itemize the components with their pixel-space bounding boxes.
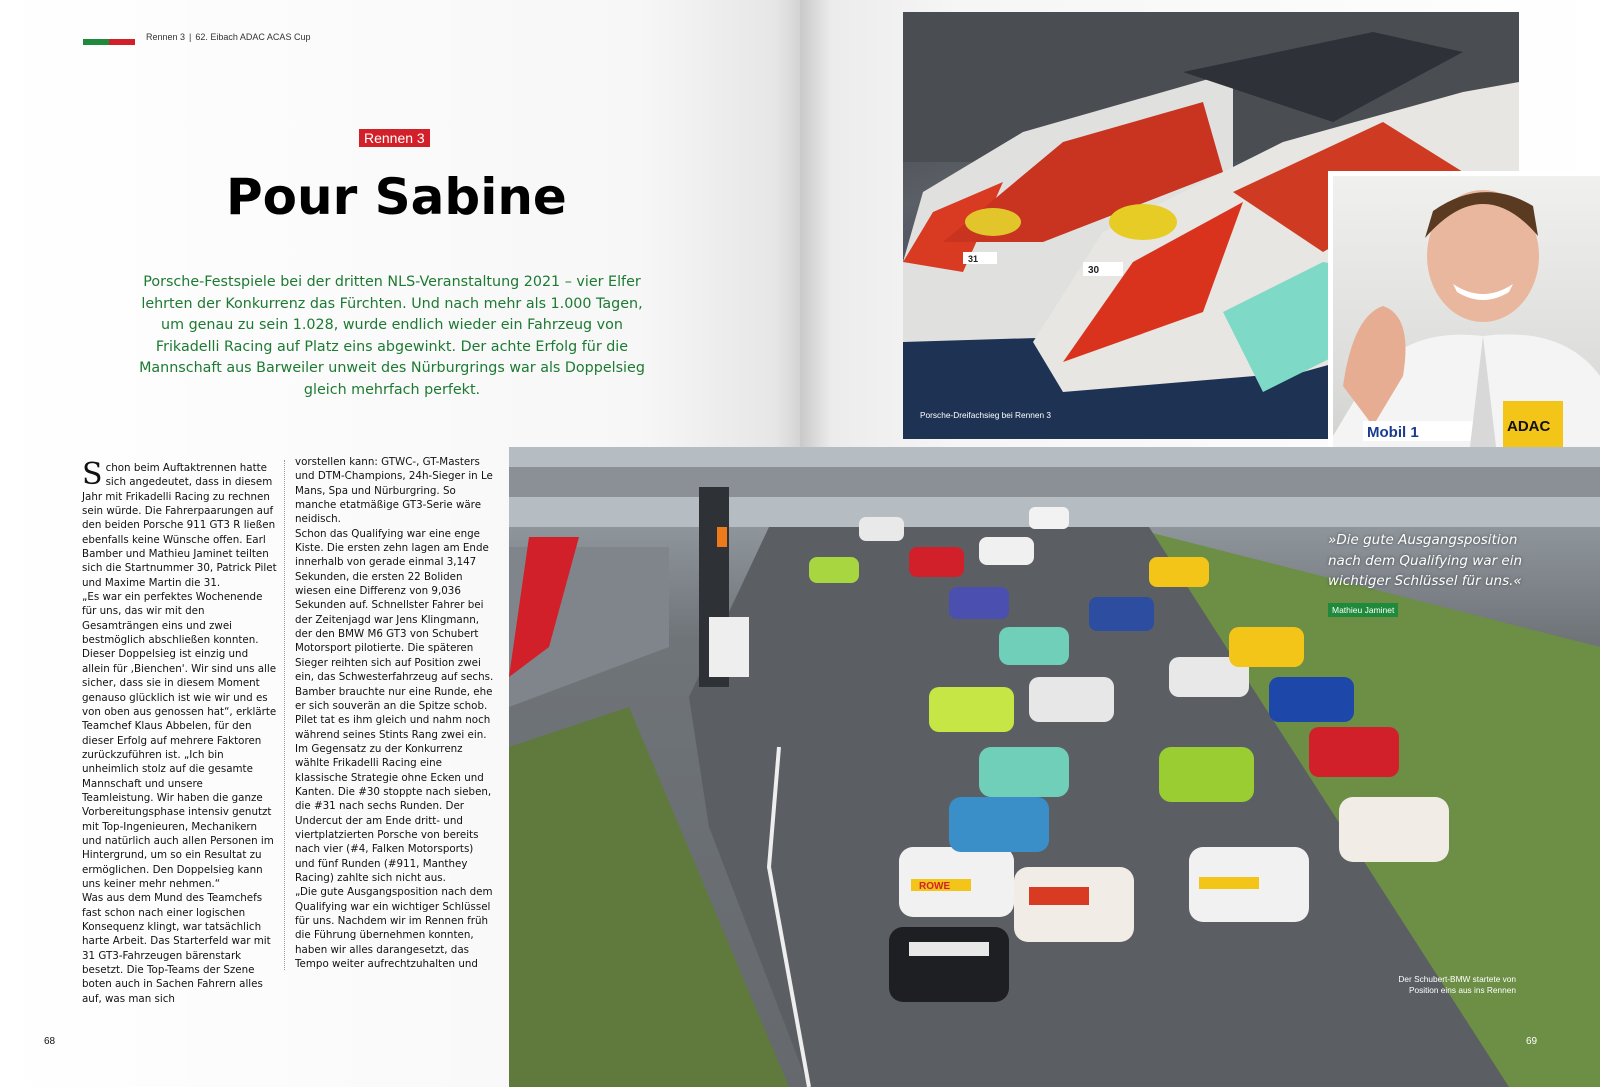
running-head-series: 62. Eibach ADAC ACAS Cup — [195, 32, 311, 42]
drop-cap: S — [82, 457, 103, 492]
pull-quote: »Die gute Ausgangsposition nach dem Qualifying war ein wichtiger Schlüssel für uns.« — [1328, 532, 1523, 589]
running-head-section: Rennen 3 — [146, 32, 186, 42]
car-number-30: 30 — [1088, 265, 1100, 276]
running-head: Rennen 3 | 62. Eibach ADAC ACAS Cup — [146, 32, 311, 42]
body-column-2: vorstellen kann: GTWC-, GT-Masters und DTM-Champions, 24h-Sieger in Le Mans, Spa und Nürburgring. So manche etatmäßige GT3-Serie wäre neidisch. Schon das Qualifying war eine enge Kiste. Die ersten zehn lagen am Ende innerhalb von gerade einmal 3,147 Sekunden, die ersten 22 Boliden wiesen eine Differenz von 9,036 Sekunden auf. Schnellster Fahrer bei der Zeitenjagd war Jens Klingmann, der den BMW M6 GT3 von Schubert Motorsport pilotierte. Die späteren Sieger reihten sich auf Position zwei ein, das Schwesterfahrzeug auf sechs. Bamber brauchte nur eine Runde, ehe er sich souverän an die Spitze schob. Pilet tat es ihm gleich und nahm noch während seines Stints Rang zwei ein. Im Gegensatz zu der Konkurrenz wählte Frikadelli Racing eine klassische Strategie ohne Ecken und Kanten. Die #30 stoppte nach sieben, die #31 nach sechs Runden. Der Undercut der am Ende dritt- und viertplatzierten Porsche von bereits nach vier (#4, Falken Motorsports) und fünf Runden (#911, Manthey Racing) zahlte sich nicht aus. „Die gute Ausgangsposition nach dem Qualifying war ein wichtiger Schlüssel für uns. Nachdem wir im Rennen früh die Führung übernehmen konnten, haben wir alles darangesetzt, das Tempo weiter aufrechtzuhalten und — [295, 456, 494, 971]
article-lead: Porsche-Festspiele bei der dritten NLS-Veranstaltung 2021 – vier Elfer lehrten der Konkurrenz das Fürchten. Und nach mehr als 1.000 Tagen, um genau zu sein 1.028, wurde endlich wieder ein Fahrzeug von Frikadelli Racing auf Platz eins abgewinkt. Der achte Erfolg für die Mannschaft aus Barweiler unweit des Nürburgrings war als Doppelsieg gleich mehrfach perfekt. — [139, 274, 645, 398]
article-kicker: Rennen 3 — [359, 129, 430, 147]
badge-mobil: Mobil 1 — [1367, 424, 1419, 441]
badge-adac: ADAC — [1507, 418, 1551, 435]
page-number-right: 69 — [1526, 1036, 1538, 1047]
body-column-1 — [82, 457, 277, 1006]
caption-race-start: Der Schubert-BMW startete von Position eins aus ins Rennen — [1398, 974, 1516, 995]
photo-race-start — [509, 447, 1600, 1087]
italian-flag-bar — [83, 39, 135, 45]
signage-rowe: ROWE — [919, 881, 951, 892]
car-number-31: 31 — [968, 254, 979, 264]
body-column-1-text: chon beim Auftaktrennen hatte sich angedeutet, dass in diesem Jahr mit Frikadelli Racing zu rechnen sein würde. Die Fahrerpaarungen auf den beiden Porsche 911 GT3 R ließen ebenfalls keine Wünsche offen. Earl Bamber und Mathieu Jaminet teilten sich die Startnummer 30, Patrick Pilet und Maxime Martin die 31. „Es war ein perfektes Wochenende für uns, das wir mit den Gesamträngen eins und zwei bestmöglich abschließen konnten. Dieser Doppelsieg ist einzig und allein für ‚Bienchen'. Wir sind uns alle sicher, dass sie in diesem Moment genauso glücklich ist wie wir und es von oben aus genossen hat“, erklärte Teamchef Klaus Abbelen, für den dieser Erfolg auf mehrere Faktoren zurückzuführen ist. „Ich bin unheimlich stolz auf die gesamte Mannschaft und unsere Teamleistung. Wir haben die ganze Vorbereitungsphase intensiv genutzt mit Top-Ingenieuren, Mechanikern und natürlich auch allen Personen im Hintergrund, um so ein Resultat zu ermöglichen. Den Doppelsieg kann uns keiner mehr nehmen.“ Was aus dem Mund des Teamchefs fast schon nach einer logischen Konsequenz klingt, war tatsächlich harte Arbeit. Das Starterfeld war mit 31 GT3-Fahrzeugen bärenstark besetzt. Die Top-Teams der Szene boten auch in Sachen Fahrern alles auf, was man sich — [82, 462, 277, 1005]
pull-quote-author: Mathieu Jaminet — [1328, 603, 1398, 617]
column-divider — [284, 460, 285, 970]
caption-porsche-cars: Porsche-Dreifachsieg bei Rennen 3 — [920, 410, 1051, 420]
page-number-left: 68 — [44, 1036, 56, 1047]
article-title: Pour Sabine — [226, 168, 567, 226]
